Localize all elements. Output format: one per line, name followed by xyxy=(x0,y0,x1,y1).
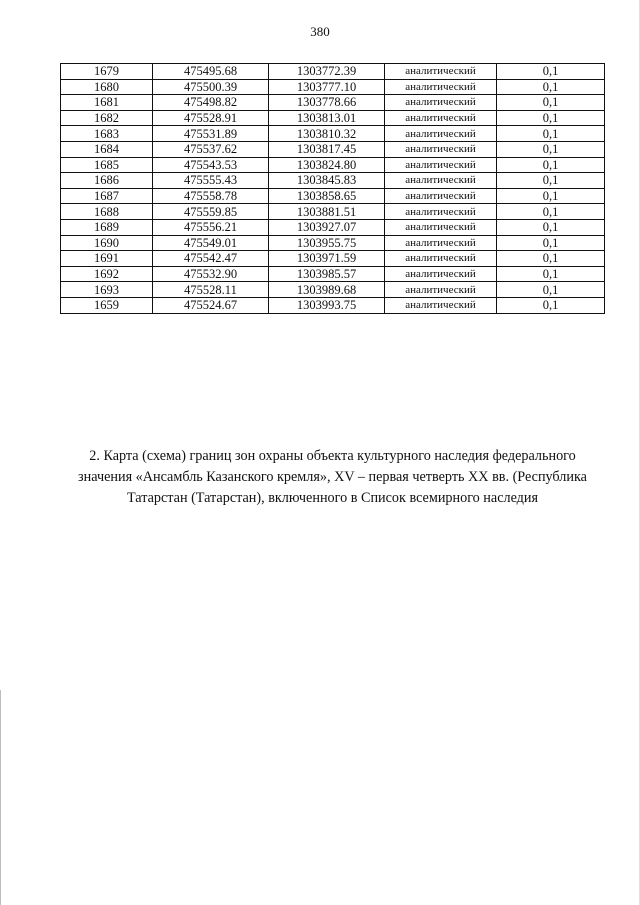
point-number-cell: 1680 xyxy=(61,79,153,95)
method-cell: аналитический xyxy=(385,157,497,173)
table-row xyxy=(61,219,605,235)
y-coordinate-cell: 1303858.65 xyxy=(269,188,385,204)
table-row xyxy=(61,266,605,282)
accuracy-cell: 0,1 xyxy=(497,219,605,235)
x-coordinate-cell: 475537.62 xyxy=(153,141,269,157)
method-cell: аналитический xyxy=(385,126,497,142)
accuracy-cell: 0,1 xyxy=(497,266,605,282)
x-coordinate-cell: 475555.43 xyxy=(153,173,269,189)
caption-line-3: Татарстан (Татарстан), включенного в Список всемирного наследия xyxy=(126,490,539,506)
table-row xyxy=(61,126,605,142)
x-coordinate-cell: 475531.89 xyxy=(153,126,269,142)
x-coordinate-cell: 475556.21 xyxy=(153,219,269,235)
x-coordinate-cell: 475542.47 xyxy=(153,251,269,267)
point-number-cell: 1682 xyxy=(61,110,153,126)
table-row xyxy=(61,141,605,157)
point-number-cell: 1686 xyxy=(61,173,153,189)
point-number-cell: 1685 xyxy=(61,157,153,173)
accuracy-cell: 0,1 xyxy=(497,79,605,95)
page-number: 380 xyxy=(310,24,330,39)
method-cell: аналитический xyxy=(385,110,497,126)
x-coordinate-cell: 475528.91 xyxy=(153,110,269,126)
method-cell: аналитический xyxy=(385,64,497,80)
y-coordinate-cell: 1303927.07 xyxy=(269,219,385,235)
y-coordinate-cell: 1303845.83 xyxy=(269,173,385,189)
x-coordinate-cell: 475559.85 xyxy=(153,204,269,220)
y-coordinate-cell: 1303985.57 xyxy=(269,266,385,282)
y-coordinate-cell: 1303881.51 xyxy=(269,204,385,220)
accuracy-cell: 0,1 xyxy=(497,235,605,251)
table-row xyxy=(61,235,605,251)
point-number-cell: 1687 xyxy=(61,188,153,204)
accuracy-cell: 0,1 xyxy=(497,251,605,267)
accuracy-cell: 0,1 xyxy=(497,157,605,173)
y-coordinate-cell: 1303772.39 xyxy=(269,64,385,80)
y-coordinate-cell: 1303955.75 xyxy=(269,235,385,251)
x-coordinate-cell: 475528.11 xyxy=(153,282,269,298)
caption-line-1: 2. Карта (схема) границ зон охраны объекта культурного наследия федерального xyxy=(89,448,576,464)
method-cell: аналитический xyxy=(385,282,497,298)
method-cell: аналитический xyxy=(385,251,497,267)
table-row xyxy=(61,188,605,204)
table-row xyxy=(61,173,605,189)
x-coordinate-cell: 475498.82 xyxy=(153,95,269,111)
coordinates-table-body xyxy=(61,64,605,314)
point-number-cell: 1684 xyxy=(61,141,153,157)
map-caption xyxy=(60,446,605,509)
y-coordinate-cell: 1303993.75 xyxy=(269,297,385,313)
accuracy-cell: 0,1 xyxy=(497,282,605,298)
method-cell: аналитический xyxy=(385,204,497,220)
table-row xyxy=(61,110,605,126)
y-coordinate-cell: 1303989.68 xyxy=(269,282,385,298)
y-coordinate-cell: 1303813.01 xyxy=(269,110,385,126)
x-coordinate-cell: 475549.01 xyxy=(153,235,269,251)
point-number-cell: 1679 xyxy=(61,64,153,80)
method-cell: аналитический xyxy=(385,297,497,313)
accuracy-cell: 0,1 xyxy=(497,141,605,157)
method-cell: аналитический xyxy=(385,188,497,204)
accuracy-cell: 0,1 xyxy=(497,297,605,313)
point-number-cell: 1692 xyxy=(61,266,153,282)
table-row xyxy=(61,79,605,95)
method-cell: аналитический xyxy=(385,141,497,157)
x-coordinate-cell: 475532.90 xyxy=(153,266,269,282)
point-number-cell: 1659 xyxy=(61,297,153,313)
accuracy-cell: 0,1 xyxy=(497,64,605,80)
coordinates-table xyxy=(60,63,605,314)
point-number-cell: 1681 xyxy=(61,95,153,111)
accuracy-cell: 0,1 xyxy=(497,204,605,220)
point-number-cell: 1688 xyxy=(61,204,153,220)
accuracy-cell: 0,1 xyxy=(497,173,605,189)
y-coordinate-cell: 1303810.32 xyxy=(269,126,385,142)
x-coordinate-cell: 475524.67 xyxy=(153,297,269,313)
accuracy-cell: 0,1 xyxy=(497,126,605,142)
point-number-cell: 1693 xyxy=(61,282,153,298)
point-number-cell: 1691 xyxy=(61,251,153,267)
accuracy-cell: 0,1 xyxy=(497,110,605,126)
y-coordinate-cell: 1303777.10 xyxy=(269,79,385,95)
table-row xyxy=(61,95,605,111)
y-coordinate-cell: 1303778.66 xyxy=(269,95,385,111)
y-coordinate-cell: 1303971.59 xyxy=(269,251,385,267)
x-coordinate-cell: 475495.68 xyxy=(153,64,269,80)
table-row xyxy=(61,204,605,220)
x-coordinate-cell: 475500.39 xyxy=(153,79,269,95)
x-coordinate-cell: 475543.53 xyxy=(153,157,269,173)
accuracy-cell: 0,1 xyxy=(497,188,605,204)
x-coordinate-cell: 475558.78 xyxy=(153,188,269,204)
method-cell: аналитический xyxy=(385,235,497,251)
scan-margin-line xyxy=(0,690,1,905)
point-number-cell: 1689 xyxy=(61,219,153,235)
method-cell: аналитический xyxy=(385,173,497,189)
y-coordinate-cell: 1303817.45 xyxy=(269,141,385,157)
y-coordinate-cell: 1303824.80 xyxy=(269,157,385,173)
method-cell: аналитический xyxy=(385,79,497,95)
method-cell: аналитический xyxy=(385,266,497,282)
method-cell: аналитический xyxy=(385,95,497,111)
table-row xyxy=(61,282,605,298)
table-row xyxy=(61,297,605,313)
point-number-cell: 1683 xyxy=(61,126,153,142)
table-row xyxy=(61,251,605,267)
accuracy-cell: 0,1 xyxy=(497,95,605,111)
method-cell: аналитический xyxy=(385,219,497,235)
caption-line-2: значения «Ансамбль Казанского кремля», XV – первая четверть XX вв. (Республика xyxy=(78,469,587,485)
point-number-cell: 1690 xyxy=(61,235,153,251)
table-row xyxy=(61,64,605,80)
table-row xyxy=(61,157,605,173)
